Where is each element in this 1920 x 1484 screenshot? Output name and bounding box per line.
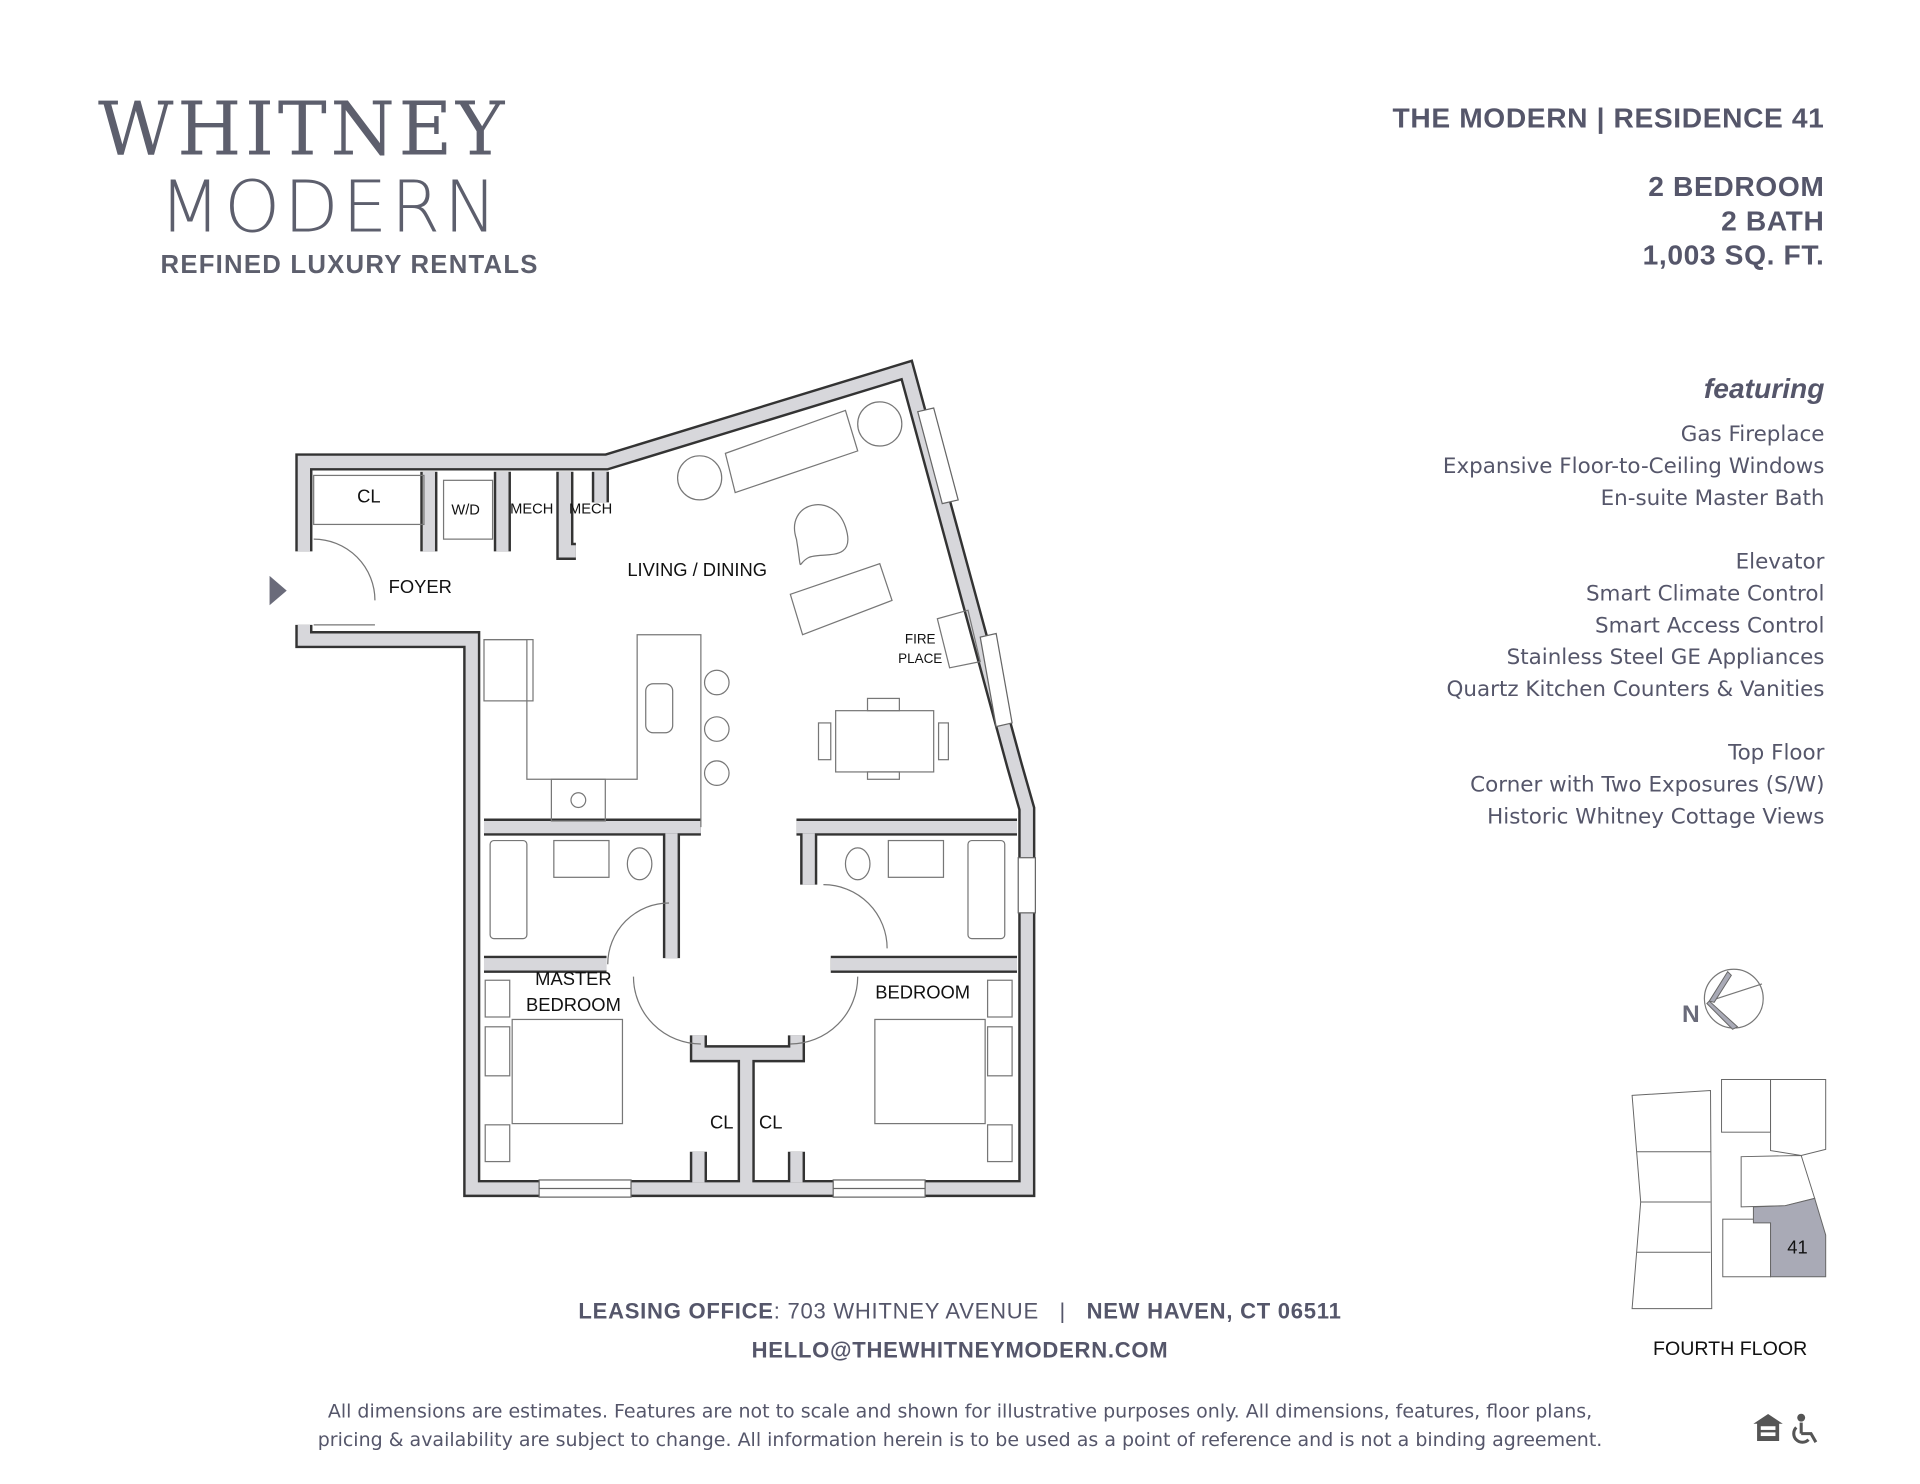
north-label: N [1682, 1000, 1700, 1028]
fireplace-label: FIRE [904, 631, 936, 647]
leasing-label: LEASING OFFICE [578, 1298, 774, 1324]
windows [539, 408, 1035, 1197]
feature-item: Expansive Floor-to-Ceiling Windows [1442, 454, 1825, 480]
email-link[interactable]: HELLO@THEWHITNEYMODERN.COM [751, 1338, 1169, 1363]
master-label: BEDROOM [526, 993, 621, 1015]
feature-item: Elevator [1735, 550, 1825, 575]
fireplace-label: PLACE [898, 650, 943, 666]
mech-label: MECH [510, 501, 554, 518]
logo-line1: WHITNEY [98, 86, 509, 173]
unit-bedrooms: 2 BEDROOM [1648, 170, 1825, 203]
entry-arrow-icon [270, 576, 287, 605]
feature-item: Corner with Two Exposures (S/W) [1470, 773, 1825, 798]
feature-item: En-suite Master Bath [1600, 486, 1825, 511]
separator: | [1059, 1298, 1066, 1324]
furniture [314, 402, 1012, 1162]
feature-item: Smart Access Control [1595, 613, 1825, 639]
room-labels [357, 485, 970, 1132]
feature-item: Top Floor [1728, 741, 1825, 766]
wd-label: W/D [451, 502, 480, 519]
floor-label: FOURTH FLOOR [1653, 1338, 1808, 1361]
living-label: LIVING / DINING [627, 558, 768, 580]
leasing-address: : 703 WHITNEY AVENUE [773, 1298, 1039, 1324]
foyer-label: FOYER [388, 576, 452, 598]
city: NEW HAVEN, CT 06511 [1086, 1298, 1342, 1324]
feature-item: Quartz Kitchen Counters & Vanities [1446, 677, 1825, 703]
feature-item: Historic Whitney Cottage Views [1487, 805, 1825, 830]
disclaimer-line: pricing & availability are subject to change. All information herein is to be used as a point of reference and is not a binding agreement. [317, 1428, 1603, 1451]
leasing-line [0, 1298, 1920, 1325]
unit-number: 41 [1787, 1236, 1808, 1258]
mech-label: MECH [568, 501, 613, 518]
closet-label: CL [758, 1111, 783, 1133]
unit-title: THE MODERN | RESIDENCE 41 [1392, 101, 1825, 134]
closet-label: CL [357, 485, 381, 507]
unit-baths: 2 BATH [1721, 204, 1825, 237]
feature-item: Gas Fireplace [1680, 422, 1825, 448]
disclaimer-line: All dimensions are estimates. Features are not to scale and shown for illustrative purposes only. All dimensions, features, floor plans, [327, 1400, 1593, 1423]
compass [1682, 969, 1763, 1029]
closet-label: CL [709, 1111, 734, 1133]
walls [304, 370, 1027, 1189]
logo-line2: MODERN [159, 165, 501, 249]
logo-tagline: REFINED LUXURY RENTALS [160, 251, 539, 280]
master-label: MASTER [535, 968, 612, 990]
feature-item: Stainless Steel GE Appliances [1506, 645, 1825, 671]
unit-area: 1,003 SQ. FT. [1642, 238, 1825, 271]
feature-item: Smart Climate Control [1585, 582, 1825, 607]
bedroom-label: BEDROOM [875, 981, 971, 1003]
features-heading: featuring [1703, 372, 1825, 405]
